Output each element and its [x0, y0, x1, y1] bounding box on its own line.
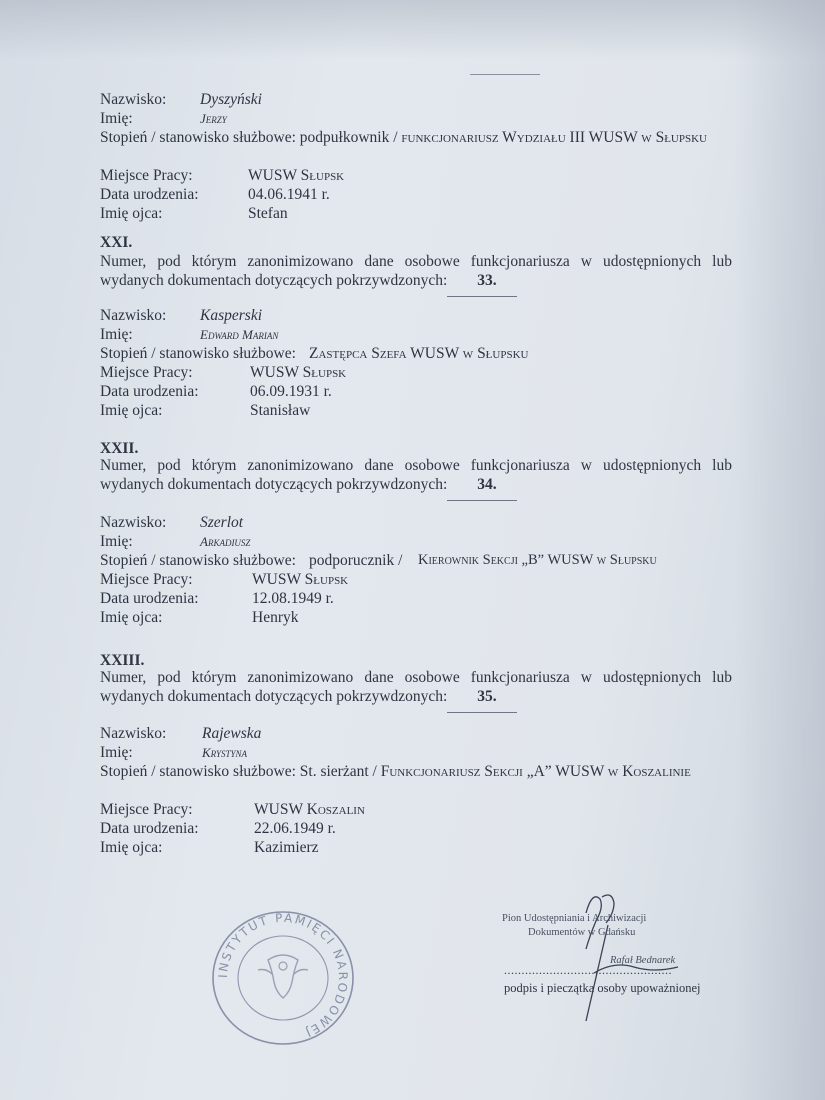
value-rank-post: Funkcjonariusz Sekcji „A” WUSW w Koszalinie: [380, 763, 691, 780]
rank-line: [100, 762, 730, 800]
signer-name: Rafał Bednarek: [610, 955, 676, 966]
value-surname: Dyszyński: [200, 91, 262, 108]
number-line-xxii: [100, 456, 732, 494]
value-surname: Kasperski: [200, 307, 262, 324]
seal-text: INSTYTUT PAMIĘCI NARODOWEJ: [215, 910, 351, 1041]
label-birth-date: Data urodzenia:: [100, 820, 199, 837]
label-first-name: Imię:: [100, 326, 133, 343]
number-underline: [447, 500, 517, 501]
anon-number: 35.: [477, 688, 497, 705]
value-workplace: WUSW Słupsk: [250, 364, 347, 381]
label-first-name: Imię:: [100, 110, 133, 127]
number-line-xxi: [100, 252, 732, 290]
value-rank-post: Zastępca Szefa WUSW w Słupsku: [309, 345, 529, 362]
number-underline: [447, 296, 517, 297]
institute-seal: [208, 908, 358, 1048]
label-workplace: Miejsce Pracy:: [100, 364, 193, 381]
label-rank: Stopień / stanowisko służbowe:: [100, 129, 296, 146]
value-first-name: Edward Marian: [200, 327, 279, 342]
signature-area: [490, 885, 730, 1025]
stamp-line-2: Dokumentów w Gdańsku: [528, 927, 636, 938]
label-rank: Stopień / stanowisko służbowe:: [100, 763, 296, 780]
top-rule: [470, 74, 540, 75]
value-workplace: WUSW Słupsk: [252, 571, 349, 588]
record-szerlot: [100, 513, 730, 627]
value-rank-post: funkcjonariusz Wydziału III WUSW w Słupsku: [401, 129, 707, 146]
number-underline: [447, 712, 517, 713]
label-surname: Nazwisko:: [100, 91, 167, 108]
value-father-name: Stefan: [248, 205, 288, 222]
value-surname: Szerlot: [200, 514, 244, 531]
label-birth-date: Data urodzenia:: [100, 590, 199, 607]
value-father-name: Henryk: [252, 609, 299, 626]
label-father-name: Imię ojca:: [100, 205, 163, 222]
label-surname: Nazwisko:: [100, 514, 167, 531]
number-intro: Numer, pod którym zanonimizowano dane osobowe funkcjonariusza w udostępnionych lub wydanych dokumentach dotyczących pokrzywdzonych:: [100, 457, 732, 493]
value-rank-lead: podpułkownik /: [299, 129, 398, 146]
anon-number: 33.: [477, 272, 497, 289]
value-rank-post: Kierownik Sekcji „B” WUSW w Słupsku: [418, 552, 657, 568]
number-intro: Numer, pod którym zanonimizowano dane osobowe funkcjonariusza w udostępnionych lub wydanych dokumentach dotyczących pokrzywdzonych:: [100, 669, 732, 705]
record-dyszynski: [100, 90, 730, 223]
value-surname: Rajewska: [202, 725, 262, 742]
section-title-xxiii: XXIII.: [100, 652, 145, 669]
value-workplace: WUSW Słupsk: [248, 167, 345, 184]
value-rank-lead: St. sierżant /: [299, 763, 377, 780]
rank-line: [100, 128, 730, 166]
anon-number: 34.: [477, 476, 497, 493]
value-birth-date: 04.06.1941 r.: [248, 186, 330, 203]
value-father-name: Stanisław: [250, 402, 311, 419]
label-surname: Nazwisko:: [100, 725, 167, 742]
value-rank-lead: podporucznik /: [309, 552, 403, 569]
label-surname: Nazwisko:: [100, 307, 167, 324]
value-first-name: Krystyna: [202, 745, 248, 760]
value-birth-date: 22.06.1949 r.: [254, 820, 336, 837]
label-workplace: Miejsce Pracy:: [100, 801, 193, 818]
value-father-name: Kazimierz: [254, 839, 319, 856]
label-rank: Stopień / stanowisko służbowe:: [100, 345, 296, 362]
label-workplace: Miejsce Pracy:: [100, 571, 193, 588]
label-first-name: Imię:: [100, 533, 133, 550]
label-father-name: Imię ojca:: [100, 839, 163, 856]
svg-text:INSTYTUT PAMIĘCI NARODOWEJ: [216, 911, 350, 1041]
label-father-name: Imię ojca:: [100, 402, 163, 419]
number-intro: Numer, pod którym zanonimizowano dane osobowe funkcjonariusza w udostępnionych lub wydanych dokumentach dotyczących pokrzywdzonych:: [100, 253, 732, 289]
number-line-xxiii: [100, 668, 732, 706]
record-rajewska: [100, 724, 730, 857]
label-birth-date: Data urodzenia:: [100, 186, 199, 203]
signature-caption: podpis i pieczątka osoby upoważnionej: [504, 981, 701, 995]
stamp-line-1: Pion Udostępniania i Archiwizacji: [502, 913, 647, 924]
label-birth-date: Data urodzenia:: [100, 383, 199, 400]
value-workplace: WUSW Koszalin: [254, 801, 365, 818]
section-title-xxii: XXII.: [100, 440, 139, 457]
value-birth-date: 06.09.1931 r.: [250, 383, 332, 400]
value-first-name: Jerzy: [200, 111, 227, 126]
value-first-name: Arkadiusz: [200, 534, 251, 549]
label-first-name: Imię:: [100, 744, 133, 761]
label-rank: Stopień / stanowisko służbowe:: [100, 552, 296, 569]
signature-dots: ................................................: [504, 963, 672, 977]
section-title-xxi: XXI.: [100, 234, 133, 251]
value-birth-date: 12.08.1949 r.: [252, 590, 334, 607]
label-father-name: Imię ojca:: [100, 609, 163, 626]
label-workplace: Miejsce Pracy:: [100, 167, 193, 184]
record-kasperski: [100, 306, 730, 420]
